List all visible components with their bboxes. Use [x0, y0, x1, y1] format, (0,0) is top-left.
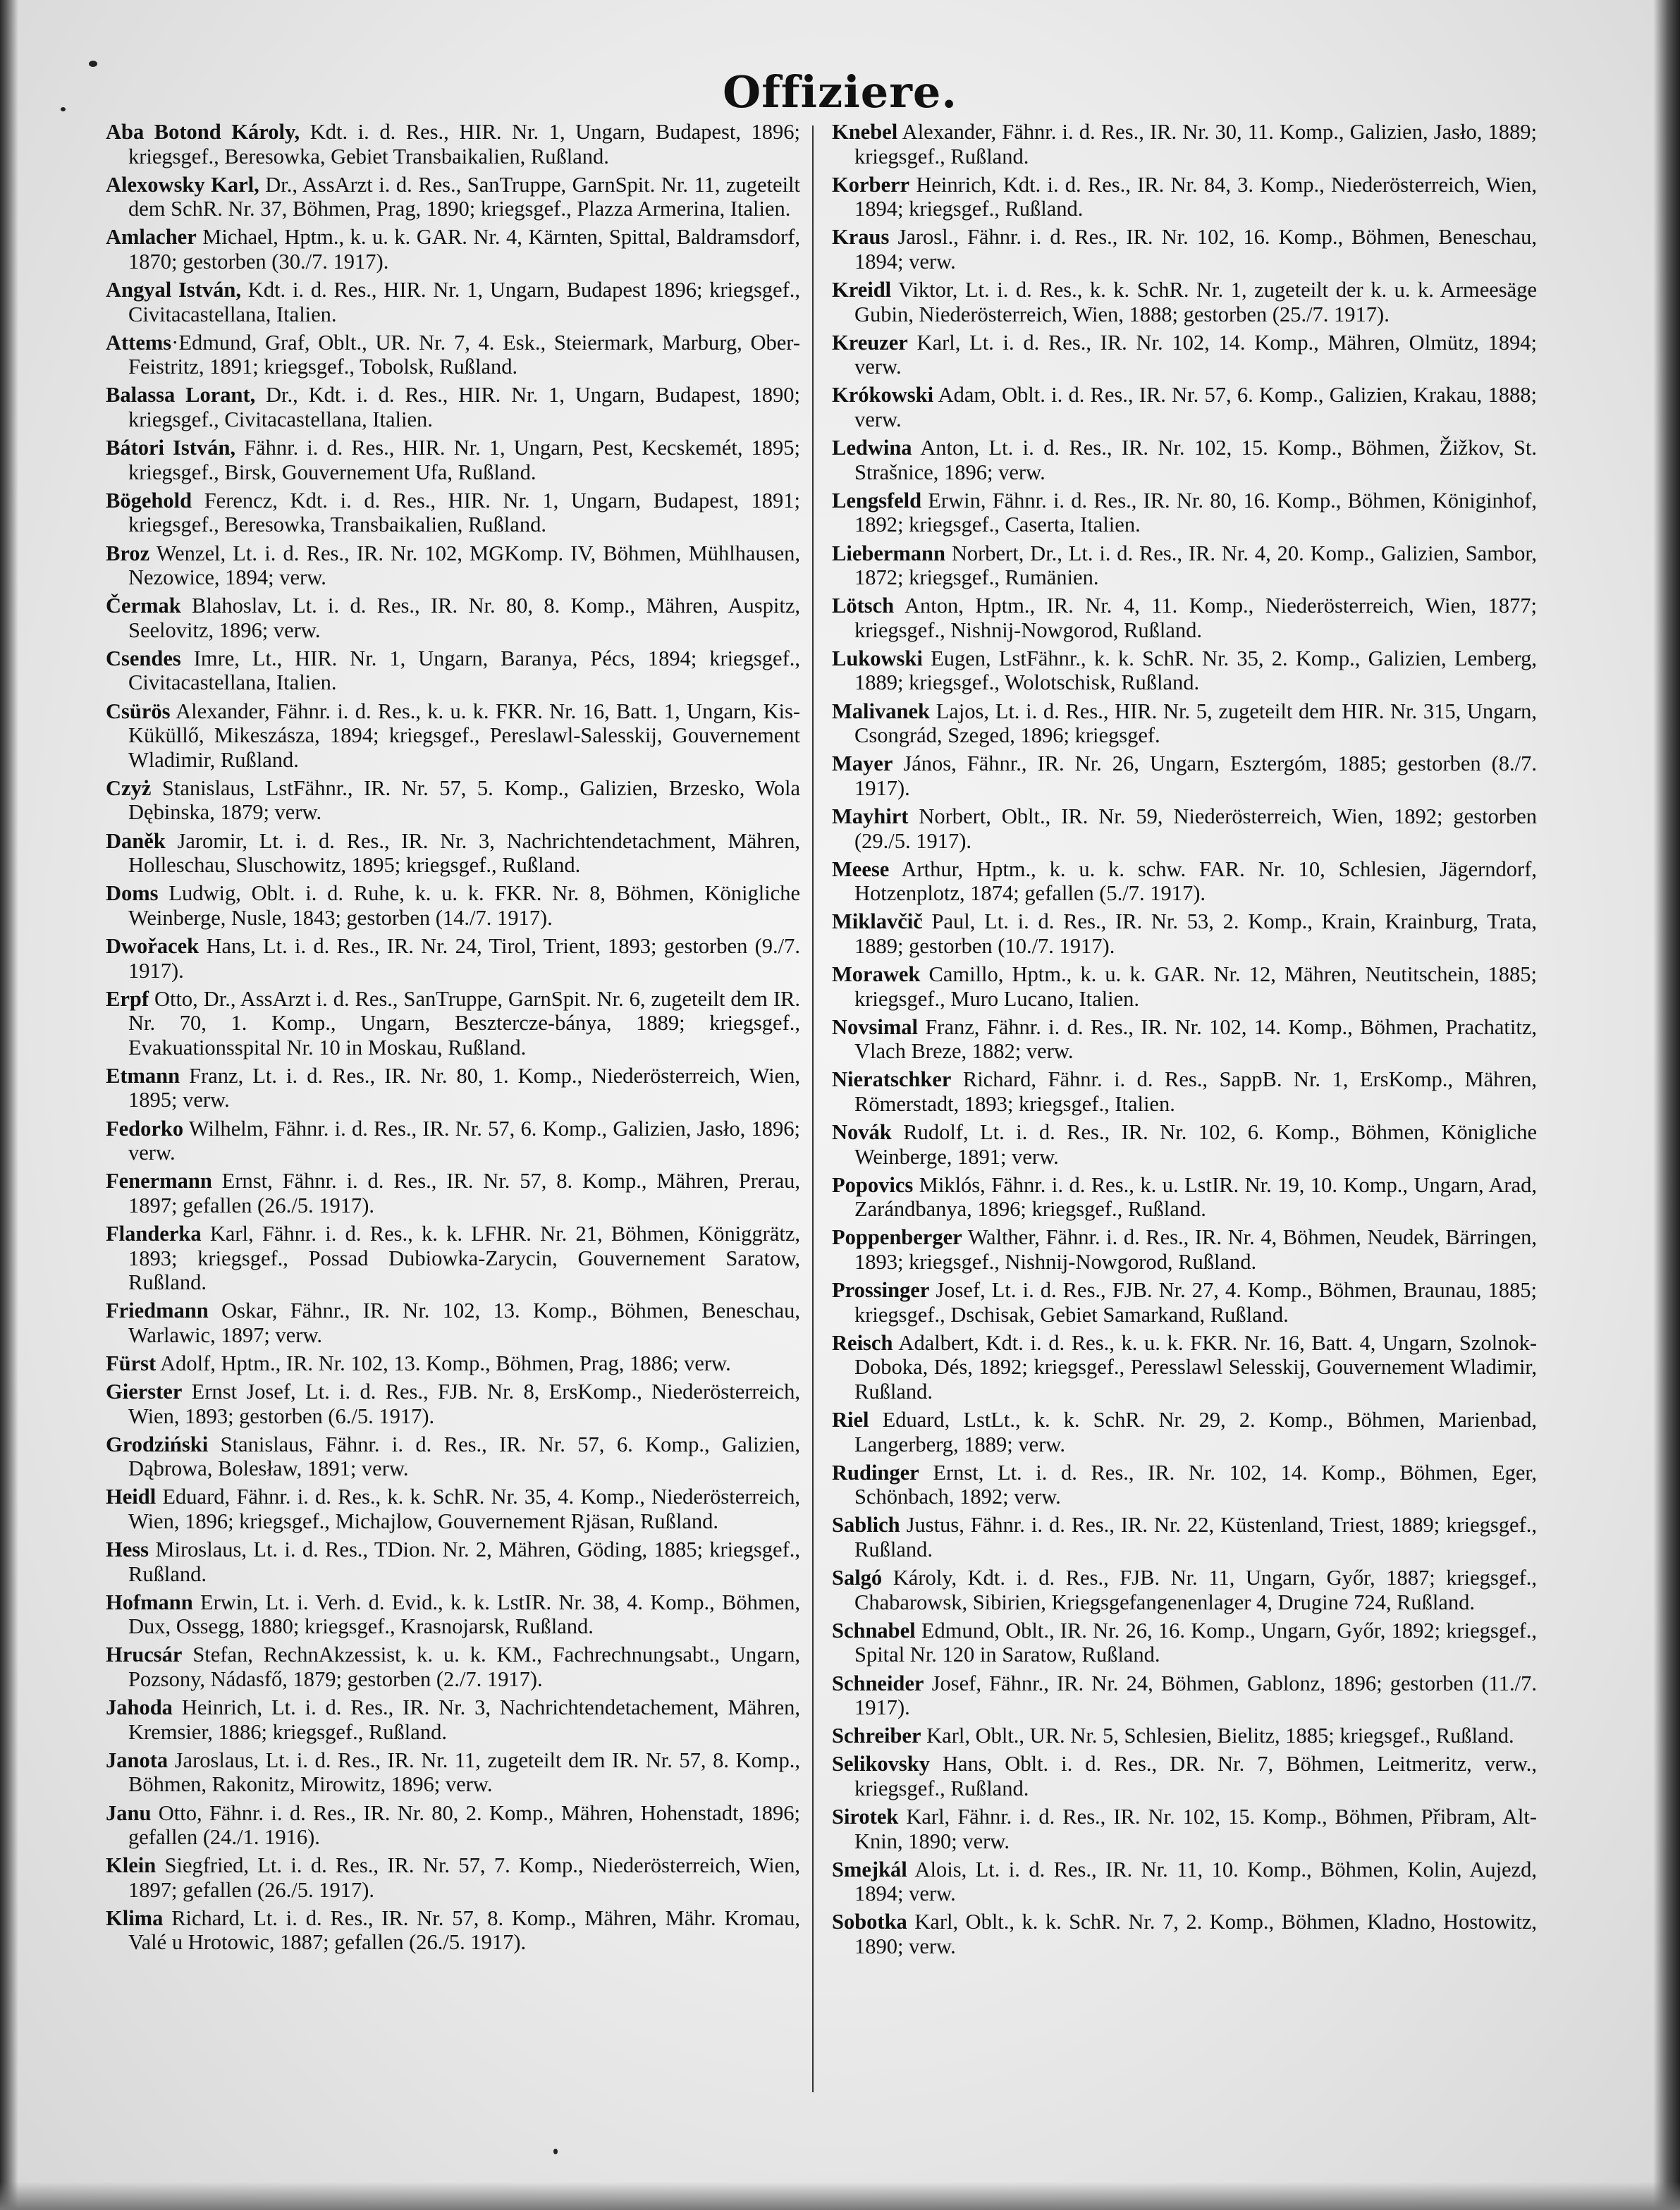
- entry-details: Alexander, Fähnr. i. d. Res., k. u. k. FKR. Nr. 16, Batt. 1, Ungarn, Kis-Küküllő, Mikeszásza, 1894; kriegsgef., Pereslawl-Salesskij, Gouvernement Wladimir, Rußland.: [128, 699, 800, 772]
- register-entry: [106, 1748, 800, 1797]
- entry-surname: Angyal István,: [106, 278, 241, 302]
- register-entry: [832, 1752, 1537, 1800]
- register-entry: [832, 1671, 1537, 1720]
- register-entry: [106, 1380, 800, 1428]
- entry-details: Heinrich, Kdt. i. d. Res., IR. Nr. 84, 3. Komp., Niederösterreich, Wien, 1894; kriegsgef., Rußland.: [854, 172, 1537, 221]
- bottom-scan-shadow: [0, 2182, 1680, 2210]
- column-divider: [812, 125, 814, 2092]
- entry-details: Dr., Kdt. i. d. Res., HIR. Nr. 1, Ungarn, Budapest, 1890; kriegsgef., Civitacastellana, Italien.: [128, 383, 800, 432]
- entry-details: Rudolf, Lt. i. d. Res., IR. Nr. 102, 6. Komp., Böhmen, Königliche Weinberge, 1891; verw.: [854, 1120, 1537, 1169]
- entry-details: Karl, Oblt., UR. Nr. 5, Schlesien, Bielitz, 1885; kriegsgef., Rußland.: [921, 1724, 1514, 1748]
- register-entry: [106, 1906, 800, 1955]
- entry-surname: Sirotek: [832, 1805, 899, 1829]
- register-entry: [106, 331, 800, 379]
- entry-details: Heinrich, Lt. i. d. Res., IR. Nr. 3, Nachrichtendetachement, Mähren, Kremsier, 1886; kriegsgef., Rußland.: [128, 1695, 800, 1744]
- register-entry: [106, 776, 800, 825]
- entry-details: Alois, Lt. i. d. Res., IR. Nr. 11, 10. Komp., Böhmen, Kolin, Aujezd, 1894; verw.: [854, 1857, 1537, 1906]
- entry-details: Ferencz, Kdt. i. d. Res., HIR. Nr. 1, Ungarn, Budapest, 1891; kriegsgef., Beresowka, Transbaikalien, Rußland.: [128, 488, 800, 537]
- register-entry: [106, 987, 800, 1060]
- register-entry: [832, 1724, 1537, 1748]
- entry-details: Paul, Lt. i. d. Res., IR. Nr. 53, 2. Komp., Krain, Krainburg, Trata, 1889; gestorben (10./7. 1917).: [854, 909, 1537, 958]
- register-entry: [832, 541, 1537, 590]
- entry-surname: Fenermann: [106, 1169, 212, 1193]
- register-entry: [832, 594, 1537, 642]
- register-entry: [832, 278, 1537, 326]
- register-entry: [106, 1351, 800, 1376]
- entry-details: János, Fähnr., IR. Nr. 26, Ungarn, Esztergóm, 1885; gestorben (8./7. 1917).: [854, 751, 1537, 800]
- left-column: [106, 120, 800, 2101]
- entry-details: Norbert, Dr., Lt. i. d. Res., IR. Nr. 4, 20. Komp., Galizien, Sambor, 1872; kriegsgef., Rumänien.: [854, 541, 1537, 590]
- register-entry: [832, 1173, 1537, 1222]
- register-entry: [106, 594, 800, 642]
- entry-details: Kdt. i. d. Res., HIR. Nr. 1, Ungarn, Budapest 1896; kriegsgef., Civitacastellana, Italien.: [128, 278, 801, 326]
- entry-surname: Dwořacek: [106, 933, 200, 958]
- entry-details: Wilhelm, Fähnr. i. d. Res., IR. Nr. 57, 6. Komp., Galizien, Jasło, 1896; verw.: [128, 1116, 800, 1165]
- entry-surname: Prossinger: [832, 1278, 930, 1303]
- entry-details: Erwin, Lt. i. Verh. d. Evid., k. k. LstIR. Nr. 38, 4. Komp., Böhmen, Dux, Ossegg, 1880; kriegsgef., Krasnojarsk, Rußland.: [128, 1590, 800, 1639]
- entry-details: Eugen, LstFähnr., k. k. SchR. Nr. 35, 2. Komp., Galizien, Lemberg, 1889; kriegsgef., Wolotschisk, Rußland.: [854, 646, 1537, 695]
- entry-surname: Janu: [106, 1800, 152, 1825]
- entry-details: Franz, Lt. i. d. Res., IR. Nr. 80, 1. Komp., Niederösterreich, Wien, 1895; verw.: [128, 1063, 800, 1112]
- entry-details: Siegfried, Lt. i. d. Res., IR. Nr. 57, 7. Komp., Niederösterreich, Wien, 1897; gefallen (26./5. 1917).: [128, 1853, 800, 1902]
- entry-surname: Janota: [106, 1748, 168, 1772]
- entry-surname: Schnabel: [832, 1618, 916, 1643]
- entry-surname: Hess: [106, 1537, 149, 1562]
- entry-surname: Etmann: [106, 1063, 180, 1088]
- entry-details: Dr., AssArzt i. d. Res., SanTruppe, GarnSpit. Nr. 11, zugeteilt dem SchR. Nr. 37, Böhmen, Prag, 1890; kriegsgef., Plazza Armerina, Italien.: [128, 172, 800, 221]
- entry-surname: Balassa Lorant,: [106, 383, 256, 407]
- register-entry: [832, 173, 1537, 221]
- entry-details: Adolf, Hptm., IR. Nr. 102, 13. Komp., Böhmen, Prag, 1886; verw.: [156, 1351, 731, 1375]
- entry-details: Károly, Kdt. i. d. Res., FJB. Nr. 11, Ungarn, Győr, 1887; kriegsgef., Chabarowsk, Sibirien, Kriegsgefangenenlager 4, Drugine 724, Rußland.: [854, 1566, 1537, 1614]
- register-entry: [106, 699, 800, 773]
- register-entry: [106, 1590, 800, 1639]
- entry-details: Viktor, Lt. i. d. Res., k. k. SchR. Nr. 1, zugeteilt der k. u. k. Armeesäge Gubin, Niederösterreich, Wien, 1888; gestorben (25./7. 1917).: [854, 278, 1537, 326]
- entry-details: Edmund, Oblt., IR. Nr. 26, 16. Komp., Ungarn, Győr, 1892; kriegsgef., Spital Nr. 120 in Saratow, Rußland.: [854, 1618, 1537, 1667]
- entry-details: Lajos, Lt. i. d. Res., HIR. Nr. 5, zugeteilt dem HIR. Nr. 315, Ungarn, Csongrád, Szeged, 1896; kriegsgef.: [854, 699, 1537, 748]
- entry-surname: Alexowsky Karl,: [106, 172, 259, 197]
- page-title: Offiziere.: [723, 66, 957, 118]
- entry-surname: Gierster: [106, 1380, 183, 1404]
- entry-surname: Lötsch: [832, 594, 895, 618]
- entry-details: Miklós, Fähnr. i. d. Res., k. u. LstIR. Nr. 19, 10. Komp., Ungarn, Arad, Zarándbanya, 1896; kriegsgef., Rußland.: [854, 1172, 1537, 1222]
- entry-surname: Klima: [106, 1905, 164, 1930]
- entry-surname: Kraus: [832, 225, 890, 250]
- entry-details: Ernst, Fähnr. i. d. Res., IR. Nr. 57, 8. Komp., Mähren, Prerau, 1897; gefallen (26./5. 1917).: [128, 1169, 800, 1217]
- register-entry: [832, 1858, 1537, 1906]
- entry-details: Michael, Hptm., k. u. k. GAR. Nr. 4, Kärnten, Spittal, Baldramsdorf, 1870; gestorben (30./7. 1917).: [128, 225, 800, 274]
- entry-surname: Klein: [106, 1853, 157, 1878]
- entry-surname: Schreiber: [832, 1724, 921, 1748]
- entry-surname: Schneider: [832, 1671, 924, 1695]
- register-entry: [832, 383, 1537, 431]
- register-entry: [832, 1461, 1537, 1509]
- entry-surname: Fürst: [106, 1351, 157, 1375]
- register-entry: [106, 383, 800, 431]
- entry-surname: Doms: [106, 881, 159, 906]
- right-scan-shadow: [1653, 0, 1680, 2210]
- register-entry: [106, 489, 800, 537]
- register-entry: [832, 331, 1537, 379]
- register-entry: [832, 1331, 1537, 1404]
- register-entry: [106, 436, 800, 484]
- entry-surname: Jahoda: [106, 1695, 173, 1720]
- register-entry: [832, 436, 1537, 484]
- entry-details: Otto, Dr., AssArzt i. d. Res., SanTruppe, GarnSpit. Nr. 6, zugeteilt dem IR. Nr. 70, 1. Komp., Ungarn, Besztercze-bánya, 1889; kriegsgef., Evakuationsspital Nr. 10 in Moskau, Rußland.: [128, 986, 800, 1060]
- entry-surname: Novsimal: [832, 1014, 918, 1039]
- register-entry: [832, 804, 1537, 853]
- entry-details: Richard, Fähnr. i. d. Res., SappB. Nr. 1, ErsKomp., Mähren, Römerstadt, 1893; kriegsgef., Italien.: [854, 1067, 1537, 1116]
- register-entry: [832, 962, 1537, 1011]
- register-entry: [832, 1015, 1537, 1064]
- register-entry: [106, 1117, 800, 1165]
- entry-details: Arthur, Hptm., k. u. k. schw. FAR. Nr. 10, Schlesien, Jägerndorf, Hotzenplotz, 1874; gefallen (5./7. 1917).: [854, 857, 1537, 906]
- entry-surname: Aba Botond Károly,: [106, 120, 300, 144]
- entry-details: Miroslaus, Lt. i. d. Res., TDion. Nr. 2, Mähren, Göding, 1885; kriegsgef., Rußland.: [128, 1537, 800, 1586]
- register-entry: [832, 1278, 1537, 1327]
- register-entry: [832, 646, 1537, 695]
- register-entry: [106, 1169, 800, 1217]
- entry-surname: Salgó: [832, 1566, 883, 1590]
- entry-surname: Korberr: [832, 172, 910, 197]
- entry-surname: Miklavčič: [832, 909, 923, 934]
- entry-details: Karl, Fähnr. i. d. Res., k. k. LFHR. Nr. 21, Böhmen, Königgrätz, 1893; kriegsgef., Possad Dubiowka-Zarycin, Gouvernement Saratow, Rußland.: [128, 1221, 800, 1295]
- entry-details: Jaromir, Lt. i. d. Res., IR. Nr. 3, Nachrichtendetachment, Mähren, Holleschau, Sluschowitz, 1895; kriegsgef., Rußland.: [128, 828, 800, 878]
- entry-surname: Csendes: [106, 646, 181, 670]
- entry-surname: Liebermann: [832, 541, 945, 565]
- entry-details: Eduard, LstLt., k. k. SchR. Nr. 29, 2. Komp., Böhmen, Marienbad, Langerberg, 1889; verw.: [854, 1408, 1537, 1456]
- entry-details: Hans, Lt. i. d. Res., IR. Nr. 24, Tirol, Trient, 1893; gestorben (9./7. 1917).: [128, 933, 800, 983]
- register-entry: [106, 1695, 800, 1744]
- entry-details: Anton, Hptm., IR. Nr. 4, 11. Komp., Niederösterreich, Wien, 1877; kriegsgef., Nishnij-Nowgorod, Rußland.: [854, 594, 1537, 642]
- entry-surname: Heidl: [106, 1485, 157, 1509]
- register-entry: [106, 829, 800, 878]
- entry-surname: Grodziński: [106, 1432, 209, 1456]
- entry-surname: Bögehold: [106, 488, 192, 512]
- entry-details: Kdt. i. d. Res., HIR. Nr. 1, Ungarn, Budapest, 1896; kriegsgef., Beresowka, Gebiet Transbaikalien, Rußland.: [128, 120, 800, 168]
- entry-details: Stanislaus, Fähnr. i. d. Res., IR. Nr. 57, 6. Komp., Galizien, Dąbrowa, Bolesław, 1891; verw.: [128, 1432, 800, 1481]
- register-entry: [106, 881, 800, 930]
- register-entry: [832, 1910, 1537, 1958]
- entry-surname: Csürös: [106, 699, 171, 723]
- register-entry: [832, 1120, 1537, 1169]
- entry-surname: Mayer: [832, 751, 893, 776]
- print-speck: [553, 2149, 558, 2154]
- register-entry: [832, 120, 1537, 168]
- entry-surname: Lukowski: [832, 646, 923, 670]
- entry-surname: Riel: [832, 1408, 869, 1432]
- entry-surname: Kreidl: [832, 278, 892, 302]
- entry-details: Jarosl., Fähnr. i. d. Res., IR. Nr. 102, 16. Komp., Böhmen, Beneschau, 1894; verw.: [854, 225, 1537, 274]
- entry-surname: Reisch: [832, 1330, 893, 1355]
- register-entry: [106, 646, 800, 695]
- entry-details: Stefan, RechnAkzessist, k. u. k. KM., Fachrechnungsabt., Ungarn, Pozsony, Nádasfő, 1879; gestorben (2./7. 1917).: [128, 1643, 800, 1692]
- register-entry: [832, 225, 1537, 274]
- entry-surname: Attems: [106, 330, 172, 355]
- entry-surname: Kreuzer: [832, 330, 908, 355]
- entry-surname: Daněk: [106, 828, 166, 853]
- register-entry: [832, 489, 1537, 537]
- register-entry: [106, 120, 800, 168]
- register-entry: [832, 857, 1537, 906]
- entry-details: Blahoslav, Lt. i. d. Res., IR. Nr. 80, 8. Komp., Mähren, Auspitz, Seelovitz, 1896; verw.: [128, 594, 800, 642]
- register-entry: [832, 1225, 1537, 1274]
- entry-surname: Čermak: [106, 594, 181, 618]
- entry-details: Karl, Lt. i. d. Res., IR. Nr. 102, 14. Komp., Mähren, Olmütz, 1894; verw.: [854, 330, 1537, 379]
- entry-details: Norbert, Oblt., IR. Nr. 59, Niederösterreich, Wien, 1892; gestorben (29./5. 1917).: [854, 804, 1537, 853]
- register-entry: [832, 699, 1537, 748]
- entry-surname: Rudinger: [832, 1460, 919, 1485]
- register-entry: [106, 934, 800, 983]
- register-entry: [832, 1805, 1537, 1853]
- entry-details: Fähnr. i. d. Res., HIR. Nr. 1, Ungarn, Pest, Kecskemét, 1895; kriegsgef., Birsk, Gouvernement Ufa, Rußland.: [128, 436, 800, 484]
- register-entry: [106, 1853, 800, 1902]
- entry-details: Stanislaus, LstFähnr., IR. Nr. 57, 5. Komp., Galizien, Brzesko, Wola Dębinska, 1879; verw.: [128, 775, 800, 825]
- entry-details: Karl, Fähnr. i. d. Res., IR. Nr. 102, 15. Komp., Böhmen, Přibram, Alt-Knin, 1890; verw.: [854, 1805, 1537, 1853]
- entry-surname: Flanderka: [106, 1221, 202, 1246]
- entry-details: Oskar, Fähnr., IR. Nr. 102, 13. Komp., Böhmen, Beneschau, Warlawic, 1897; verw.: [128, 1299, 800, 1347]
- entry-details: Camillo, Hptm., k. u. k. GAR. Nr. 12, Mähren, Neutitschein, 1885; kriegsgef., Muro Lucano, Italien.: [854, 962, 1537, 1011]
- entry-surname: Poppenberger: [832, 1225, 962, 1250]
- register-entry: [106, 1222, 800, 1295]
- entry-details: Anton, Lt. i. d. Res., IR. Nr. 102, 15. Komp., Böhmen, Žižkov, St. Strašnice, 1896; verw.: [854, 436, 1537, 484]
- entry-surname: Malivanek: [832, 699, 930, 723]
- entry-surname: Krókowski: [832, 383, 934, 407]
- entry-details: Josef, Fähnr., IR. Nr. 24, Böhmen, Gablonz, 1896; gestorben (11./7. 1917).: [854, 1671, 1537, 1720]
- entry-surname: Mayhirt: [832, 804, 909, 828]
- entry-details: Justus, Fähnr. i. d. Res., IR. Nr. 22, Küstenland, Triest, 1889; kriegsgef., Rußland.: [854, 1513, 1537, 1562]
- register-entry: [106, 541, 800, 590]
- entry-details: Hans, Oblt. i. d. Res., DR. Nr. 7, Böhmen, Leitmeritz, verw., kriegsgef., Rußland.: [854, 1752, 1537, 1800]
- entry-details: Jaroslaus, Lt. i. d. Res., IR. Nr. 11, zugeteilt dem IR. Nr. 57, 8. Komp., Böhmen, Rakonitz, Mirowitz, 1896; verw.: [128, 1748, 800, 1797]
- entry-details: Josef, Lt. i. d. Res., FJB. Nr. 27, 4. Komp., Böhmen, Braunau, 1885; kriegsgef., Dschisak, Gebiet Samarkand, Rußland.: [854, 1278, 1537, 1327]
- register-entry: [106, 1485, 800, 1533]
- entry-surname: Hofmann: [106, 1590, 193, 1614]
- register-entry: [832, 1067, 1537, 1116]
- entry-surname: Hrucsár: [106, 1643, 183, 1667]
- register-entry: [106, 1537, 800, 1586]
- register-entry: [106, 1299, 800, 1347]
- entry-surname: Fedorko: [106, 1116, 184, 1141]
- register-entry: [832, 1408, 1537, 1456]
- entry-surname: Knebel: [832, 120, 898, 144]
- entry-details: Wenzel, Lt. i. d. Res., IR. Nr. 102, MGKomp. IV, Böhmen, Mühlhausen, Nezowice, 1894; verw.: [128, 541, 800, 590]
- register-entry: [832, 909, 1537, 958]
- entry-details: Walther, Fähnr. i. d. Res., IR. Nr. 4, Böhmen, Neudek, Bärringen, 1893; kriegsgef., Nishnij-Nowgorod, Rußland.: [854, 1225, 1537, 1275]
- register-entry: [106, 225, 800, 274]
- entry-surname: Ledwina: [832, 436, 912, 460]
- register-entry: [106, 173, 800, 221]
- register-entry: [106, 1643, 800, 1691]
- entry-details: Karl, Oblt., k. k. SchR. Nr. 7, 2. Komp., Böhmen, Kladno, Hostowitz, 1890; verw.: [854, 1910, 1537, 1958]
- entry-surname: Lengsfeld: [832, 488, 922, 512]
- entry-details: Erwin, Fähnr. i. d. Res., IR. Nr. 80, 16. Komp., Böhmen, Königinhof, 1892; kriegsgef., Caserta, Italien.: [854, 488, 1537, 537]
- register-entry: [832, 1619, 1537, 1667]
- register-entry: [106, 1064, 800, 1112]
- entry-surname: Nieratschker: [832, 1067, 952, 1092]
- register-entry: [832, 751, 1537, 800]
- entry-details: Imre, Lt., HIR. Nr. 1, Ungarn, Baranya, Pécs, 1894; kriegsgef., Civitacastellana, Italien.: [128, 646, 800, 695]
- entry-surname: Meese: [832, 857, 890, 881]
- register-entry: [106, 278, 800, 326]
- entry-details: ·Edmund, Graf, Oblt., UR. Nr. 7, 4. Esk., Steiermark, Marburg, Ober-Feistritz, 1891; kriegsgef., Tobolsk, Rußland.: [128, 330, 800, 379]
- register-entry: [106, 1432, 800, 1481]
- entry-surname: Popovics: [832, 1172, 914, 1197]
- entry-surname: Friedmann: [106, 1299, 209, 1323]
- register-entry: [832, 1566, 1537, 1614]
- entry-details: Otto, Fähnr. i. d. Res., IR. Nr. 80, 2. Komp., Mähren, Hohenstadt, 1896; gefallen (24./1. 1916).: [128, 1800, 800, 1850]
- entry-surname: Sablich: [832, 1513, 900, 1537]
- entry-details: Ernst Josef, Lt. i. d. Res., FJB. Nr. 8, ErsKomp., Niederösterreich, Wien, 1893; gestorben (6./5. 1917).: [128, 1380, 800, 1428]
- right-column: [832, 120, 1537, 2101]
- entry-surname: Broz: [106, 541, 150, 565]
- entry-details: Ludwig, Oblt. i. d. Ruhe, k. u. k. FKR. Nr. 8, Böhmen, Königliche Weinberge, Nusle, 1843; gestorben (14./7. 1917).: [128, 881, 800, 930]
- left-scan-shadow: [0, 0, 18, 2210]
- entry-details: Franz, Fähnr. i. d. Res., IR. Nr. 102, 14. Komp., Böhmen, Prachatitz, Vlach Breze, 1882; verw.: [854, 1014, 1537, 1064]
- entry-surname: Sobotka: [832, 1910, 907, 1934]
- register-entry: [106, 1801, 800, 1850]
- entry-details: Eduard, Fähnr. i. d. Res., k. k. SchR. Nr. 35, 4. Komp., Niederösterreich, Wien, 1896; kriegsgef., Michajlow, Gouvernement Rjäsan, Rußland.: [128, 1485, 800, 1533]
- entry-details: Ernst, Lt. i. d. Res., IR. Nr. 102, 14. Komp., Böhmen, Eger, Schönbach, 1892; verw.: [854, 1460, 1537, 1509]
- entry-surname: Novák: [832, 1120, 892, 1145]
- entry-details: Richard, Lt. i. d. Res., IR. Nr. 57, 8. Komp., Mähren, Mähr. Kromau, Valé u Hrotowic, 1887; gefallen (26./5. 1917).: [128, 1905, 800, 1955]
- entry-surname: Czyż: [106, 775, 152, 800]
- entry-surname: Morawek: [832, 962, 921, 986]
- entry-details: Adam, Oblt. i. d. Res., IR. Nr. 57, 6. Komp., Galizien, Krakau, 1888; verw.: [854, 383, 1537, 432]
- entry-surname: Amlacher: [106, 225, 197, 250]
- register-entry: [832, 1513, 1537, 1561]
- entry-details: Adalbert, Kdt. i. d. Res., k. u. k. FKR. Nr. 16, Batt. 4, Ungarn, Szolnok-Doboka, Dés, 1892; kriegsgef., Peresslawl Selesskij, Gouvernement Wladimir, Rußland.: [854, 1330, 1537, 1404]
- entry-surname: Selikovsky: [832, 1752, 930, 1776]
- entry-details: Alexander, Fähnr. i. d. Res., IR. Nr. 30, 11. Komp., Galizien, Jasło, 1889; kriegsgef., Rußland.: [854, 120, 1537, 168]
- entry-surname: Bátori István,: [106, 436, 236, 460]
- entry-surname: Smejkál: [832, 1857, 907, 1881]
- entry-surname: Erpf: [106, 986, 149, 1011]
